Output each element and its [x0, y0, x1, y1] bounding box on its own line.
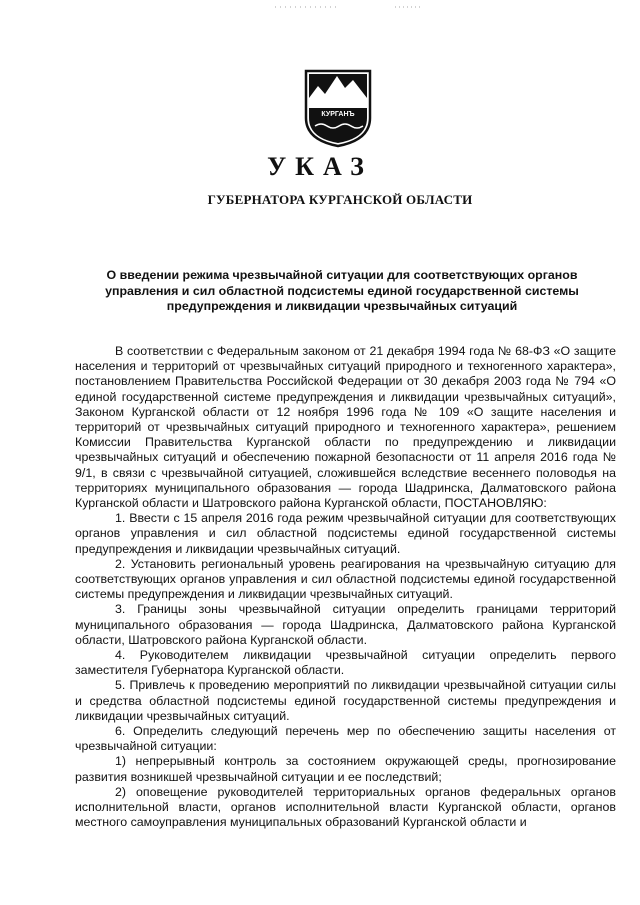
decree-heading: О введении режима чрезвычайной ситуации для соответствующих органов управления и сил областной подсистемы единой государственной системы предупреждения и ликвидации чрезвычайных ситуаций: [105, 268, 579, 313]
paragraph: 1) непрерывный контроль за состоянием окружающей среды, прогнозирование развития возникшей чрезвычайной ситуации и ее последствий;: [75, 754, 616, 784]
document-title: УКАЗ: [267, 152, 373, 181]
scan-marks: [270, 4, 430, 10]
document-subtitle: ГУБЕРНАТОРА КУРГАНСКОЙ ОБЛАСТИ: [207, 192, 473, 207]
coat-of-arms-icon: [303, 68, 373, 148]
paragraph: 4. Руководителем ликвидации чрезвычайной ситуации определить первого заместителя Губернатора Курганской области.: [75, 648, 616, 678]
paragraph: 5. Привлечь к проведению мероприятий по ликвидации чрезвычайной ситуации силы и средства областной подсистемы единой государственной системы предупреждения и ликвидации чрезвычайных ситуаций.: [75, 678, 616, 723]
paragraph: В соответствии с Федеральным законом от 21 декабря 1994 года № 68-ФЗ «О защите населения и территорий от чрезвычайных ситуаций природного и техногенного характера», постановлением Правительства Российской Федерации от 30 декабря 2003 года № 794 «О единой государственной системе предупреждения и ликвидации чрезвычайных ситуаций», Законом Курганской области от 12 ноября 1996 года № 109 «О защите населения и территорий от чрезвычайных ситуаций природного и техногенного характера», решением Комиссии Правительства Курганской области по предупреждению и ликвидации чрезвычайных ситуаций и обеспечению пожарной безопасности от 11 апреля 2016 года № 9/1, в связи с чрезвычайной ситуацией, сложившейся вследствие весеннего половодья на территориях муниципального образования — города Шадринска, Далматовского района Курганской области и Шатровского района Курганской области, ПОСТАНОВЛЯЮ:: [75, 344, 616, 511]
paragraph: 2) оповещение руководителей территориальных органов федеральных органов исполнительной власти, органов исполнительной власти Курганской области, органов местного самоуправления муниципальных образований Курганской области и: [75, 784, 616, 830]
crest-text: КУРГАНЪ: [321, 111, 355, 118]
paragraph: 3. Границы зоны чрезвычайной ситуации определить границами территорий муниципального образования — города Шадринска, Далматовского района Курганской области, Шатровского района Курганской области.: [75, 602, 616, 647]
decree-body: [75, 344, 616, 831]
paragraph: 6. Определить следующий перечень мер по обеспечению защиты населения от чрезвычайной ситуации:: [75, 724, 616, 754]
paragraph: 2. Установить региональный уровень реагирования на чрезвычайную ситуацию для соответствующих органов управления и сил областной подсистемы единой государственной системы предупреждения и ликвидации чрезвычайных ситуаций.: [75, 556, 616, 602]
paragraph: 1. Ввести с 15 апреля 2016 года режим чрезвычайной ситуации для соответствующих органов управления и сил областной подсистемы единой государственной системы предупреждения и ликвидации чрезвычайных ситуаций.: [75, 511, 616, 556]
